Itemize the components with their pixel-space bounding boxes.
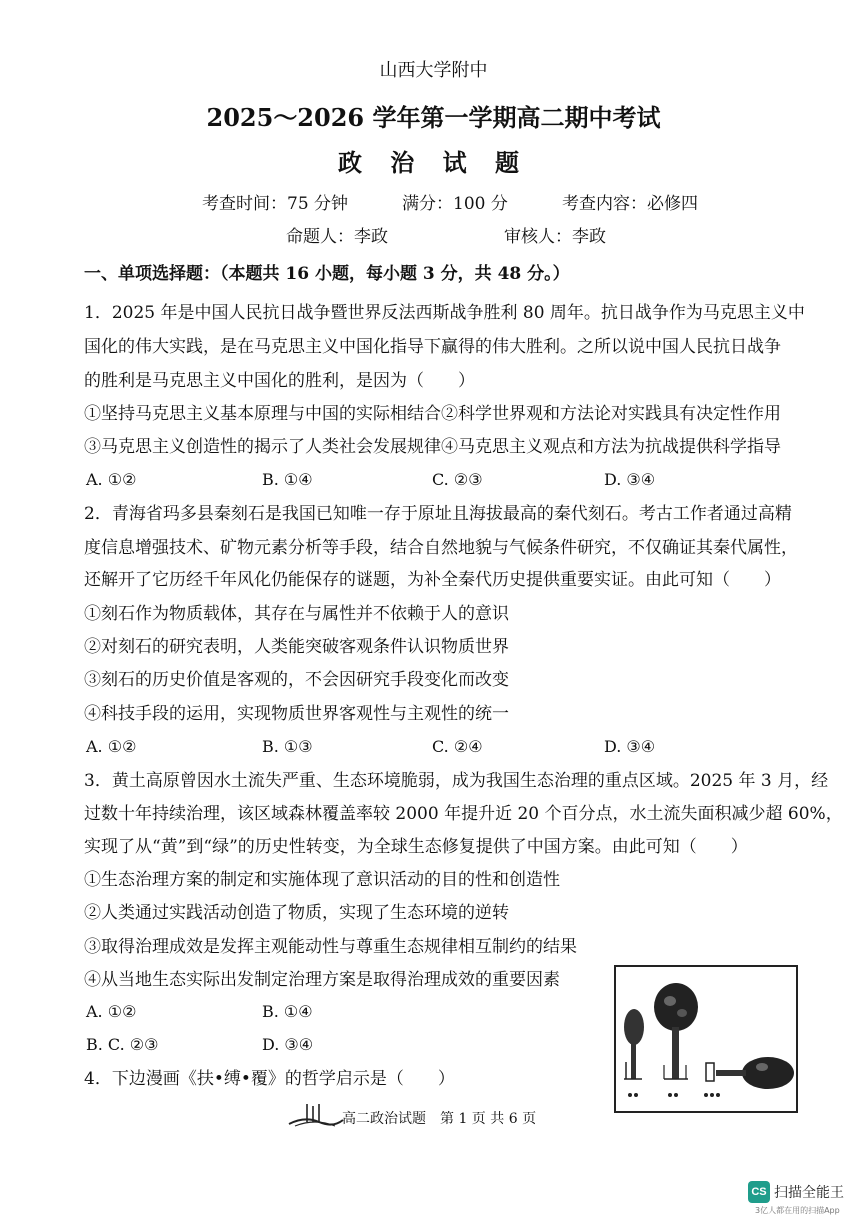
q2-line: 还解开了它历经千年风化仍能保存的谜题，为补全秦代历史提供重要实证。由此可知（ ）	[84, 570, 781, 590]
exam-score: 满分：100 分	[402, 194, 508, 214]
q2-option-d: D. ③④	[604, 737, 656, 756]
camscanner-icon: CS	[748, 1181, 770, 1203]
exam-info	[0, 193, 867, 215]
q1-option-d: D. ③④	[604, 470, 656, 489]
exam-reviewer: 审核人：李政	[504, 227, 606, 247]
exam-time: 考查时间：75 分钟	[202, 194, 349, 214]
q2-line: 度信息增强技术、矿物元素分析等手段，结合自然地貌与气候条件研究，不仅确证其秦代属性，	[84, 538, 798, 558]
q1-statement: ①坚持马克思主义基本原理与中国的实际相结合②科学世界观和方法论对实践具有决定性作用	[84, 404, 781, 424]
q2-statement: ④科技手段的运用，实现物质世界客观性与主观性的统一	[84, 704, 509, 724]
exam-title: 2025～2026 学年第一学期高二期中考试	[206, 103, 661, 132]
q1-option-b: B. ①④	[262, 470, 313, 489]
q3-statement: ④从当地生态实际出发制定治理方案是取得治理成效的重要因素	[84, 970, 560, 990]
cartoon-trees-drawing	[616, 967, 796, 1111]
q3-statement: ③取得治理成效是发挥主观能动性与尊重生态规律相互制约的结果	[84, 937, 577, 957]
scanner-tagline: 3亿人都在用的扫描App	[755, 1206, 840, 1215]
q3-statement: ①生态治理方案的制定和实施体现了意识活动的目的性和创造性	[84, 870, 560, 890]
q3-option-b: B. ①④	[262, 1002, 313, 1021]
subject-title: 政 治 试 题	[337, 148, 530, 177]
q1-statement: ③马克思主义创造性的揭示了人类社会发展规律④马克思主义观点和方法为抗战提供科学指导	[84, 437, 781, 457]
q2-line: 2．青海省玛多县秦刻石是我国已知唯一存于原址且海拔最高的秦代刻石。考古工作者通过高精	[84, 504, 792, 524]
q2-option-b: B. ①③	[262, 737, 313, 756]
q3-statement: ②人类通过实践活动创造了物质，实现了生态环境的逆转	[84, 903, 509, 923]
exam-staff	[0, 226, 867, 248]
exam-content: 考查内容：必修四	[562, 194, 698, 214]
section-title: 一、单项选择题：（本题共 16 小题，每小题 3 分，共 48 分。）	[84, 264, 570, 284]
q3-line: 过数十年持续治理，该区域森林覆盖率较 2000 年提升近 20 个百分点，水土流失面积减少超 60%，	[84, 804, 843, 824]
q3-line: 实现了从“黄”到“绿”的历史性转变，为全球生态修复提供了中国方案。由此可知（ ）	[84, 837, 748, 857]
q1-line: 的胜利是马克思主义中国化的胜利，是因为（ ）	[84, 371, 475, 391]
cartoon-illustration	[614, 965, 798, 1113]
q2-option-c: C. ②④	[432, 737, 483, 756]
q2-statement: ①刻石作为物质载体，其存在与属性并不依赖于人的意识	[84, 604, 509, 624]
signature-mark	[285, 1098, 345, 1130]
q2-statement: ②对刻石的研究表明，人类能突破客观条件认识物质世界	[84, 637, 509, 657]
q3-option-a: A. ①②	[86, 1002, 137, 1021]
q3-line: 3．黄土高原曾因水土流失严重、生态环境脆弱，成为我国生态治理的重点区域。2025 年 3 月，经	[84, 771, 829, 791]
q1-option-c: C. ②③	[432, 470, 483, 489]
q1-line: 1．2025 年是中国人民抗日战争暨世界反法西斯战争胜利 80 周年。抗日战争作为马克思主义中	[84, 303, 805, 323]
scanner-badge	[748, 1180, 844, 1204]
exam-author: 命题人：李政	[286, 227, 388, 247]
school-name: 山西大学附中	[379, 60, 488, 81]
q2-statement: ③刻石的历史价值是客观的，不会因研究手段变化而改变	[84, 670, 509, 690]
page-footer: 高二政治试题 第 1 页 共 6 页	[342, 1111, 537, 1127]
scanner-name: 扫描全能王	[774, 1185, 844, 1201]
q3-option-d: D. ③④	[262, 1035, 314, 1054]
q3-option-c: B. C. ②③	[86, 1035, 159, 1054]
q4-line: 4．下边漫画《扶•缚•覆》的哲学启示是（ ）	[84, 1069, 455, 1089]
q1-line: 国化的伟大实践，是在马克思主义中国化指导下赢得的伟大胜利。之所以说中国人民抗日战争	[84, 337, 781, 357]
q1-option-a: A. ①②	[86, 470, 137, 489]
q2-option-a: A. ①②	[86, 737, 137, 756]
